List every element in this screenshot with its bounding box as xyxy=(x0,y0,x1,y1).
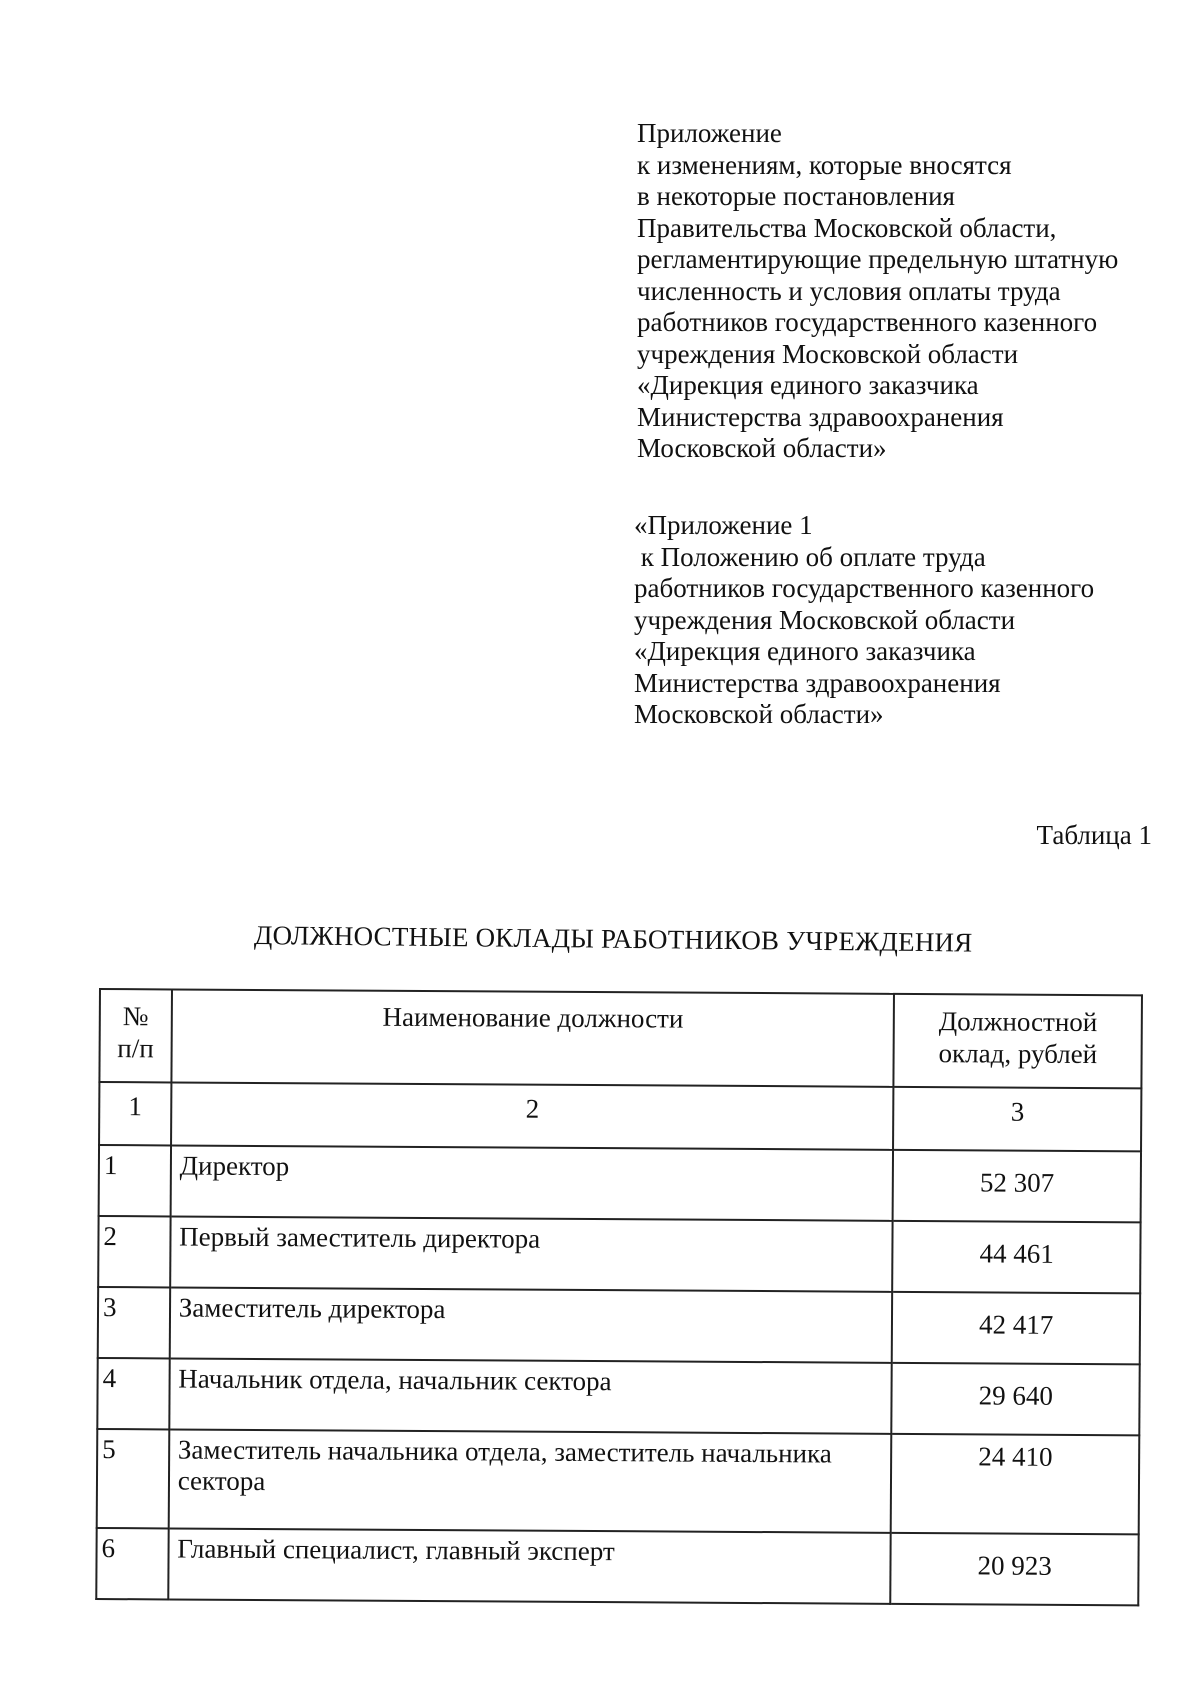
appendix-sub-header xyxy=(634,510,1094,731)
salary-value: 29 640 xyxy=(892,1363,1140,1436)
table-row xyxy=(98,1287,1140,1364)
appendix-header xyxy=(637,118,1118,465)
table-row xyxy=(97,1358,1139,1435)
salary-value: 24 410 xyxy=(891,1434,1139,1535)
appendix-sub-header-line: «Дирекция единого заказчика xyxy=(634,636,976,666)
appendix-header-line: Московской области» xyxy=(637,433,887,463)
appendix-sub-header-line: Московской области» xyxy=(634,699,884,729)
salary-value: 20 923 xyxy=(891,1533,1139,1606)
salary-value: 44 461 xyxy=(893,1221,1141,1294)
position-name: Первый заместитель директора xyxy=(170,1216,893,1291)
header-salary-line2: оклад, рублей xyxy=(938,1038,1098,1070)
header-salary xyxy=(894,994,1142,1089)
row-number: 6 xyxy=(96,1528,168,1599)
appendix-header-line: регламентирующие предельную штатную xyxy=(637,244,1119,274)
table-row xyxy=(97,1429,1140,1534)
appendix-sub-header-line: Министерства здравоохранения xyxy=(634,667,1001,698)
table-row xyxy=(98,1216,1140,1293)
header-number-line1: № xyxy=(122,1001,149,1032)
salary-table xyxy=(95,988,1143,1606)
row-number: 2 xyxy=(98,1216,170,1287)
row-number: 3 xyxy=(98,1287,170,1358)
column-index-cell: 3 xyxy=(894,1087,1142,1152)
appendix-header-line: «Дирекция единого заказчика xyxy=(637,370,979,400)
appendix-sub-header-line: к Положению об оплате труда xyxy=(634,541,986,572)
appendix-header-line: учреждения Московской области xyxy=(637,338,1019,369)
appendix-header-line: работников государственного казенного xyxy=(637,307,1098,337)
column-index-cell: 2 xyxy=(171,1082,894,1149)
table-header-row xyxy=(99,989,1142,1088)
position-name: Главный специалист, главный эксперт xyxy=(168,1528,891,1603)
position-name: Начальник отдела, начальник сектора xyxy=(169,1358,892,1433)
position-name: Заместитель директора xyxy=(169,1287,892,1362)
appendix-sub-header-line: работников государственного казенного xyxy=(634,573,1095,603)
row-number: 5 xyxy=(97,1429,169,1528)
appendix-header-line: Приложение xyxy=(637,118,782,148)
appendix-header-line: Министерства здравоохранения xyxy=(637,401,1004,432)
appendix-header-line: в некоторые постановления xyxy=(637,181,955,211)
appendix-sub-header-line: учреждения Московской области xyxy=(634,604,1016,635)
salary-value: 52 307 xyxy=(893,1150,1141,1223)
column-index-row xyxy=(99,1082,1141,1151)
document-title: ДОЛЖНОСТНЫЕ ОКЛАДЫ РАБОТНИКОВ УЧРЕЖДЕНИЯ xyxy=(253,920,973,958)
appendix-sub-header-line: «Приложение 1 xyxy=(634,510,813,540)
position-name: Директор xyxy=(170,1145,893,1220)
column-index-cell: 1 xyxy=(99,1082,171,1145)
row-number: 1 xyxy=(99,1145,171,1216)
position-name: Заместитель начальника отдела, заместитель начальника сектора xyxy=(168,1429,891,1532)
table-row xyxy=(99,1145,1141,1222)
table-row xyxy=(96,1528,1138,1605)
header-salary-line1: Должностной xyxy=(938,1006,1098,1038)
salary-value: 42 417 xyxy=(892,1292,1140,1365)
header-position-name: Наименование должности xyxy=(171,989,894,1086)
appendix-header-line: к изменениям, которые вносятся xyxy=(637,149,1012,180)
header-number xyxy=(99,989,171,1082)
table-label: Таблица 1 xyxy=(1036,820,1152,850)
header-number-line2: п/п xyxy=(117,1033,154,1064)
appendix-header-line: Правительства Московской области, xyxy=(637,212,1057,243)
appendix-header-line: численность и условия оплаты труда xyxy=(637,275,1061,306)
row-number: 4 xyxy=(97,1358,169,1429)
